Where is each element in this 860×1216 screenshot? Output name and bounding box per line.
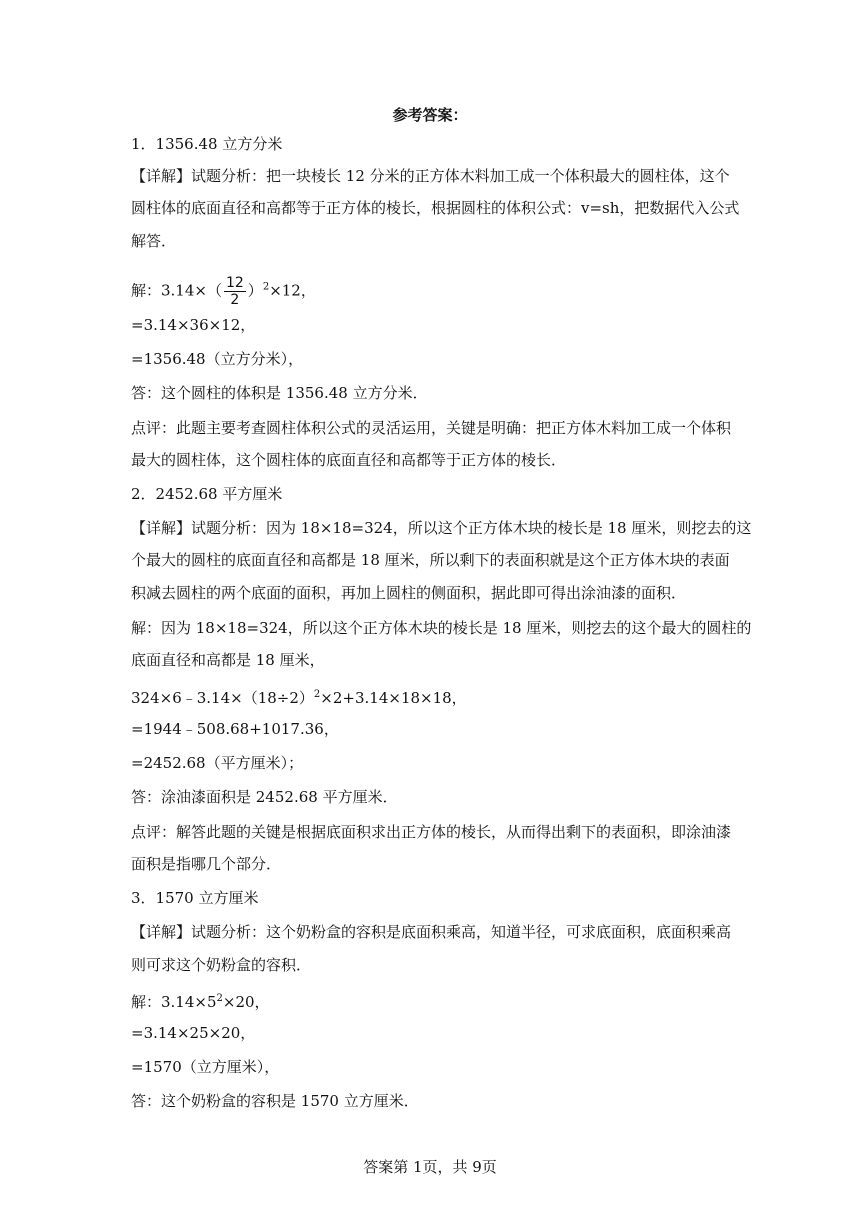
q3-analysis-line1: 【详解】试题分析：这个奶粉盒的容积是底面积乘高，知道半径，可求底面积，底面积乘高 [131, 923, 732, 941]
q1-step1: =3.14×36×12， [131, 316, 256, 334]
q2-analysis-line1: 【详解】试题分析：因为 18×18=324，所以这个正方体木块的棱长是 18 厘米，则挖去的这 [131, 519, 752, 537]
q1-sol-exponent: 2 [262, 281, 270, 293]
q1-comment-line2: 最大的圆柱体，这个圆柱体的底面直径和高都等于正方体的棱长． [131, 451, 567, 469]
q2-final-answer: 答：涂油漆面积是 2452.68 平方厘米． [131, 788, 398, 806]
q2-analysis-line2: 个最大的圆柱的底面直径和高都是 18 厘米，所以剩下的表面积就是这个正方体木块的表面 [131, 551, 730, 569]
q1-sol-prefix: 解：3.14×（ [131, 281, 222, 300]
q1-final-answer: 答：这个圆柱的体积是 1356.48 立方分米． [131, 384, 428, 402]
q2-step1: =1944﹣508.68+1017.36， [131, 720, 339, 738]
q1-frac-numerator: 12 [225, 275, 244, 291]
q2-comment-line2: 面积是指哪几个部分． [131, 855, 282, 873]
q3-sol-a: 解：3.14×5 [131, 993, 217, 1011]
q2-comment-line1: 点评：解答此题的关键是根据底面积求出正方体的棱长，从而得出剩下的表面积，即涂油漆 [131, 823, 732, 841]
q2-expr-exponent: 2 [313, 689, 321, 700]
q1-analysis-line3: 解答． [131, 232, 177, 250]
q1-analysis-line1: 【详解】试题分析：把一块棱长 12 分米的正方体木料加工成一个体积最大的圆柱体，这个 [131, 167, 730, 185]
q1-fraction [224, 275, 246, 308]
q1-sol-suffix-a: ） [247, 281, 263, 300]
q3-answer: 3．1570 立方厘米 [131, 889, 259, 907]
q2-step2: =2452.68（平方厘米）； [131, 754, 304, 772]
q3-sol-exponent: 2 [216, 993, 223, 1004]
q2-expr-b: ×2+3.14×18×18， [320, 689, 467, 707]
page-footer: 答案第 1页，共 9页 [363, 1158, 497, 1176]
q3-solution-formula [131, 989, 270, 1012]
q3-final-answer: 答：这个奶粉盒的容积是 1570 立方厘米． [131, 1092, 419, 1110]
q1-solution-formula [131, 275, 316, 308]
page-title: 参考答案： [392, 106, 468, 124]
q2-solution-line2: 底面直径和高都是 18 厘米， [131, 651, 325, 669]
q1-comment-line1: 点评：此题主要考查圆柱体积公式的灵活运用，关键是明确：把正方体木料加工成一个体积 [131, 419, 732, 437]
q3-analysis-line2: 则可求这个奶粉盒的容积． [131, 956, 312, 974]
q3-sol-b: ×20， [222, 993, 270, 1011]
q1-answer: 1．1356.48 立方分米 [131, 135, 283, 153]
q2-analysis-line3: 积减去圆柱的两个底面的面积，再加上圆柱的侧面积，据此即可得出涂油漆的面积． [131, 584, 687, 602]
q3-step1: =3.14×25×20， [131, 1024, 256, 1042]
q2-expression [131, 685, 467, 708]
q1-analysis-line2: 圆柱体的底面直径和高都等于正方体的棱长，根据圆柱的体积公式：v=sh，把数据代入公式 [131, 199, 740, 217]
q2-answer: 2．2452.68 平方厘米 [131, 485, 283, 503]
q3-step2: =1570（立方厘米）， [131, 1058, 280, 1076]
q1-step2: =1356.48（立方分米）， [131, 350, 304, 368]
q1-frac-denominator: 2 [230, 292, 240, 308]
q2-solution-line1: 解：因为 18×18=324，所以这个正方体木块的棱长是 18 厘米，则挖去的这个最大的圆柱的 [131, 619, 752, 637]
q2-expr-a: 324×6﹣3.14×（18÷2） [131, 689, 314, 707]
q1-sol-suffix-b: ×12， [269, 281, 316, 300]
